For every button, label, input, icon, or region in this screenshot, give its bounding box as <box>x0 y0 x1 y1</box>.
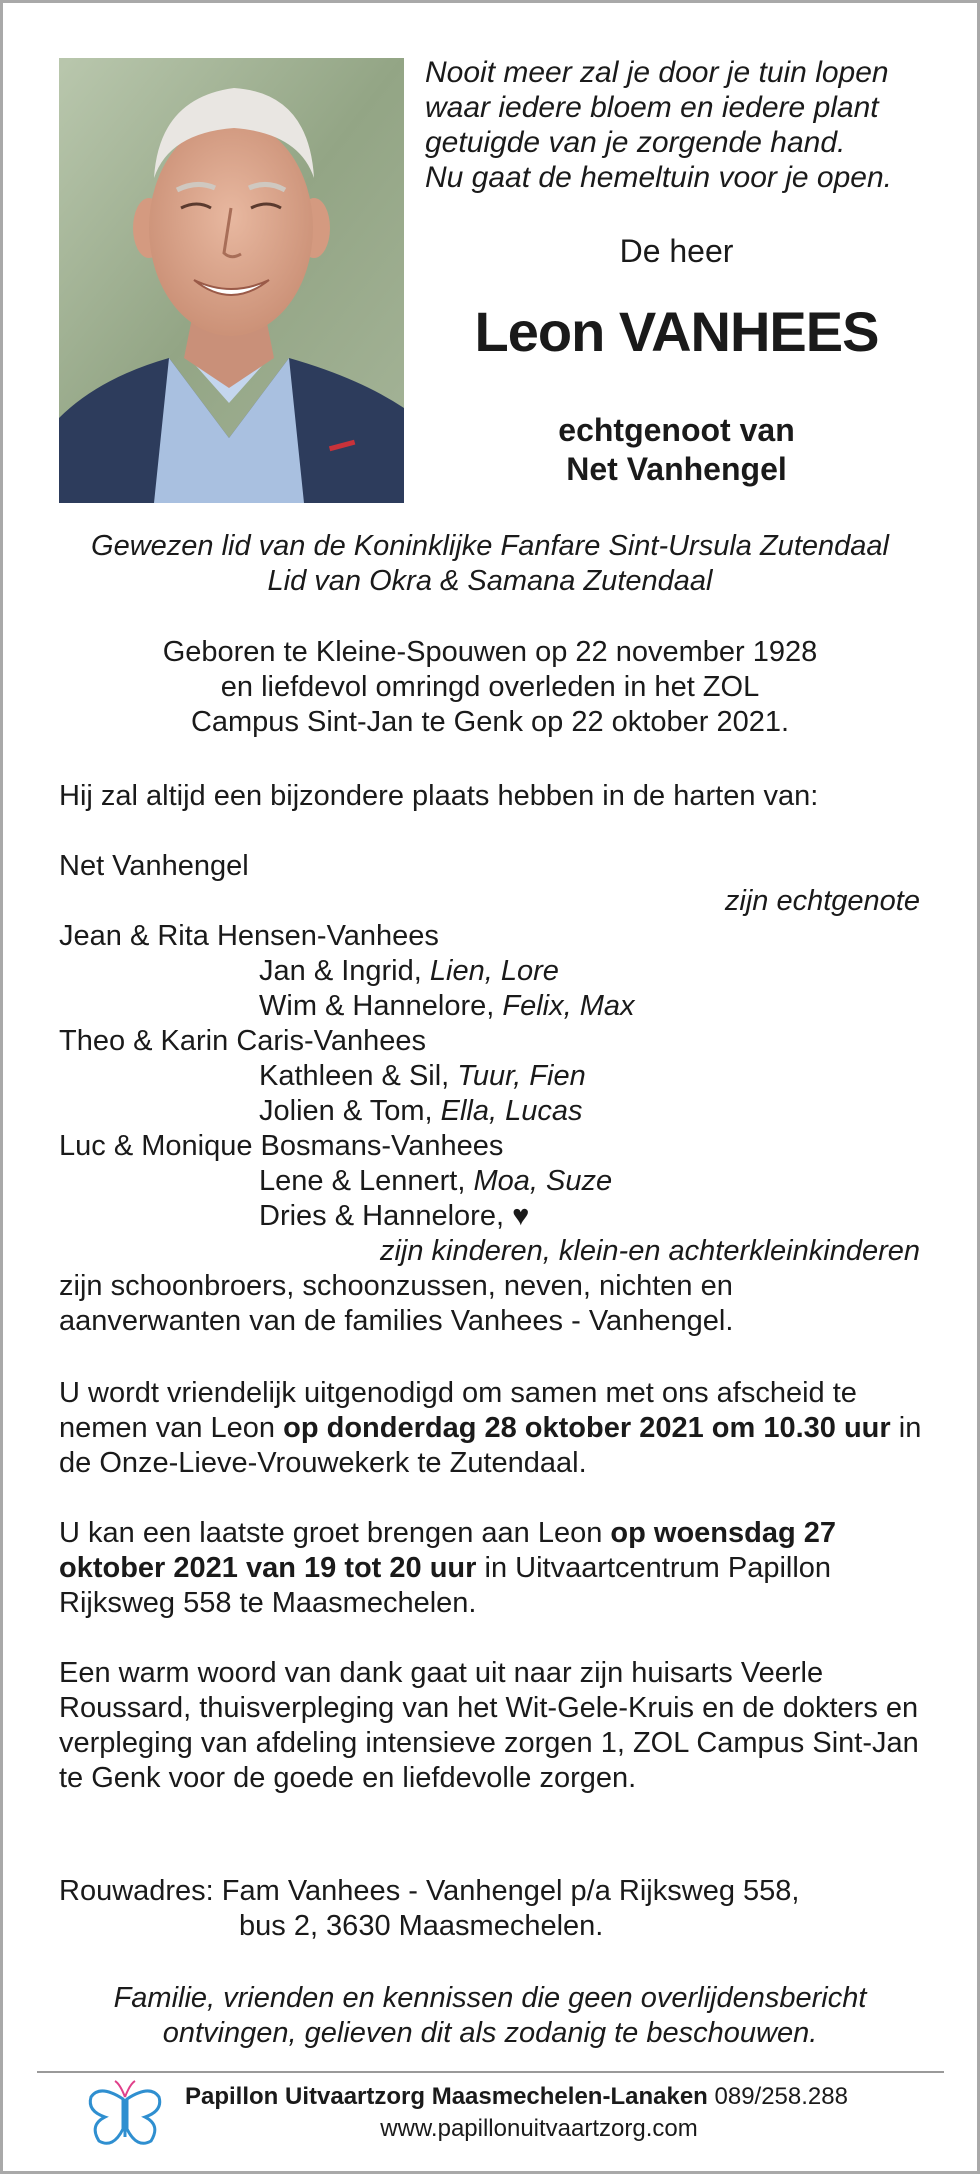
viewing-paragraph <box>59 1516 929 1621</box>
grandchild-family <box>259 989 635 1024</box>
deceased-name: Leon VANHEES <box>474 300 879 363</box>
viewing-location: in Uitvaartcentrum Papillon Rijksweg 558 te Maasmechelen. <box>59 1552 832 1619</box>
poem-line: waar iedere bloem en iedere plant <box>425 91 879 124</box>
mourning-address-line2: bus 2, 3630 Maasmechelen. <box>239 1910 604 1942</box>
viewing-datetime: op woensdag 27 oktober 2021 van 19 tot 20 uur <box>59 1517 837 1584</box>
viewing-text: U kan een laatste groet brengen aan Leon <box>59 1517 611 1549</box>
child-family: Luc & Monique Bosmans-Vanhees <box>59 1130 504 1162</box>
portrait-photo <box>59 58 404 503</box>
poem-line: Nu gaat de hemeltuin voor je open. <box>425 161 892 194</box>
footer-divider <box>37 2071 944 2073</box>
ceremony-paragraph <box>59 1376 929 1481</box>
grandchild-family <box>259 1199 529 1234</box>
grandchild-parents: Dries & Hannelore, <box>259 1200 513 1232</box>
great-grandchildren: Lien, Lore <box>429 955 559 987</box>
great-grandchildren: Tuur, Fien <box>457 1060 586 1092</box>
grandchild-family <box>259 1094 582 1129</box>
membership-line: Lid van Okra & Samana Zutendaal <box>267 565 713 597</box>
thanks-paragraph: Een warm woord van dank gaat uit naar zijn huisarts Veerle Roussard, thuisverpleging van het Wit-Gele-Kruis en de dokters en verpleging van afdeling intensieve zorgen 1, ZOL Campus Sint-Jan te Genk voor de goede en liefdevolle zorgen. <box>59 1657 919 1794</box>
ceremony-location: in de Onze-Lieve-Vrouwekerk te Zutendaal. <box>59 1412 922 1479</box>
poem-line: Nooit meer zal je door je tuin lopen <box>425 56 889 89</box>
children-role: zijn kinderen, klein-en achterkleinkinderen <box>379 1235 920 1267</box>
grandchild-parents: Jolien & Tom, <box>259 1095 441 1127</box>
grandchild-family <box>259 954 559 989</box>
footer-company-line <box>185 2083 848 2111</box>
extended-family-line: zijn schoonbroers, schoonzussen, neven, nichten en <box>59 1270 733 1302</box>
heart-symbol: ♥ <box>512 1200 530 1232</box>
title-prefix: De heer <box>619 233 734 269</box>
great-grandchildren: Ella, Lucas <box>440 1095 583 1127</box>
grandchild-parents: Lene & Lennert, <box>259 1165 474 1197</box>
extended-family-line: aanverwanten van de families Vanhees - Vanhengel. <box>59 1305 734 1337</box>
spouse-name: Net Vanhengel <box>59 850 249 882</box>
child-family: Theo & Karin Caris-Vanhees <box>59 1025 426 1057</box>
poem <box>425 55 945 195</box>
spouse-role: zijn echtgenote <box>724 885 920 917</box>
grandchild-parents: Wim & Hannelore, <box>259 990 503 1022</box>
great-grandchildren: Felix, Max <box>502 990 635 1022</box>
butterfly-logo-icon <box>85 2079 165 2151</box>
closing-line: Familie, vrienden en kennissen die geen overlijdensbericht <box>113 1982 867 2014</box>
child-family: Jean & Rita Hensen-Vanhees <box>59 920 439 952</box>
great-grandchildren: Moa, Suze <box>473 1165 613 1197</box>
grandchild-parents: Kathleen & Sil, <box>259 1060 458 1092</box>
closing-note <box>33 1981 947 2051</box>
spouse-of-name: Net Vanhengel <box>566 451 787 487</box>
birth-death-line: Geboren te Kleine-Spouwen op 22 november 1928 <box>162 636 818 668</box>
funeral-company-phone: 089/258.288 <box>707 2083 848 2110</box>
birth-death-info <box>33 635 947 740</box>
ceremony-text: U wordt vriendelijk uitgenodigd om samen met ons afscheid te nemen van Leon <box>59 1377 857 1444</box>
birth-death-line: en liefdevol omringd overleden in het ZOL <box>220 671 760 703</box>
spouse-of-label: echtgenoot van <box>558 412 795 448</box>
memberships <box>33 529 947 599</box>
funeral-company-website[interactable]: www.papillonuitvaartzorg.com <box>380 2115 698 2142</box>
mourning-address: Rouwadres: Fam Vanhees - Vanhengel p/a Rijksweg 558, <box>59 1875 800 1907</box>
membership-line: Gewezen lid van de Koninklijke Fanfare Sint-Ursula Zutendaal <box>91 530 889 562</box>
birth-death-line: Campus Sint-Jan te Genk op 22 oktober 2021. <box>190 706 790 738</box>
funeral-company-name: Papillon Uitvaartzorg Maasmechelen-Lanaken <box>185 2083 708 2110</box>
grandchild-parents: Jan & Ingrid, <box>259 955 430 987</box>
grandchild-family <box>259 1059 586 1094</box>
poem-line: getuigde van je zorgende hand. <box>425 126 846 159</box>
spouse-of <box>404 411 949 489</box>
grandchild-family <box>259 1164 612 1199</box>
closing-line: ontvingen, gelieven dit als zodanig te beschouwen. <box>162 2017 818 2049</box>
mourners-intro: Hij zal altijd een bijzondere plaats hebben in de harten van: <box>59 780 819 812</box>
ceremony-datetime: op donderdag 28 oktober 2021 om 10.30 uur <box>283 1412 891 1444</box>
